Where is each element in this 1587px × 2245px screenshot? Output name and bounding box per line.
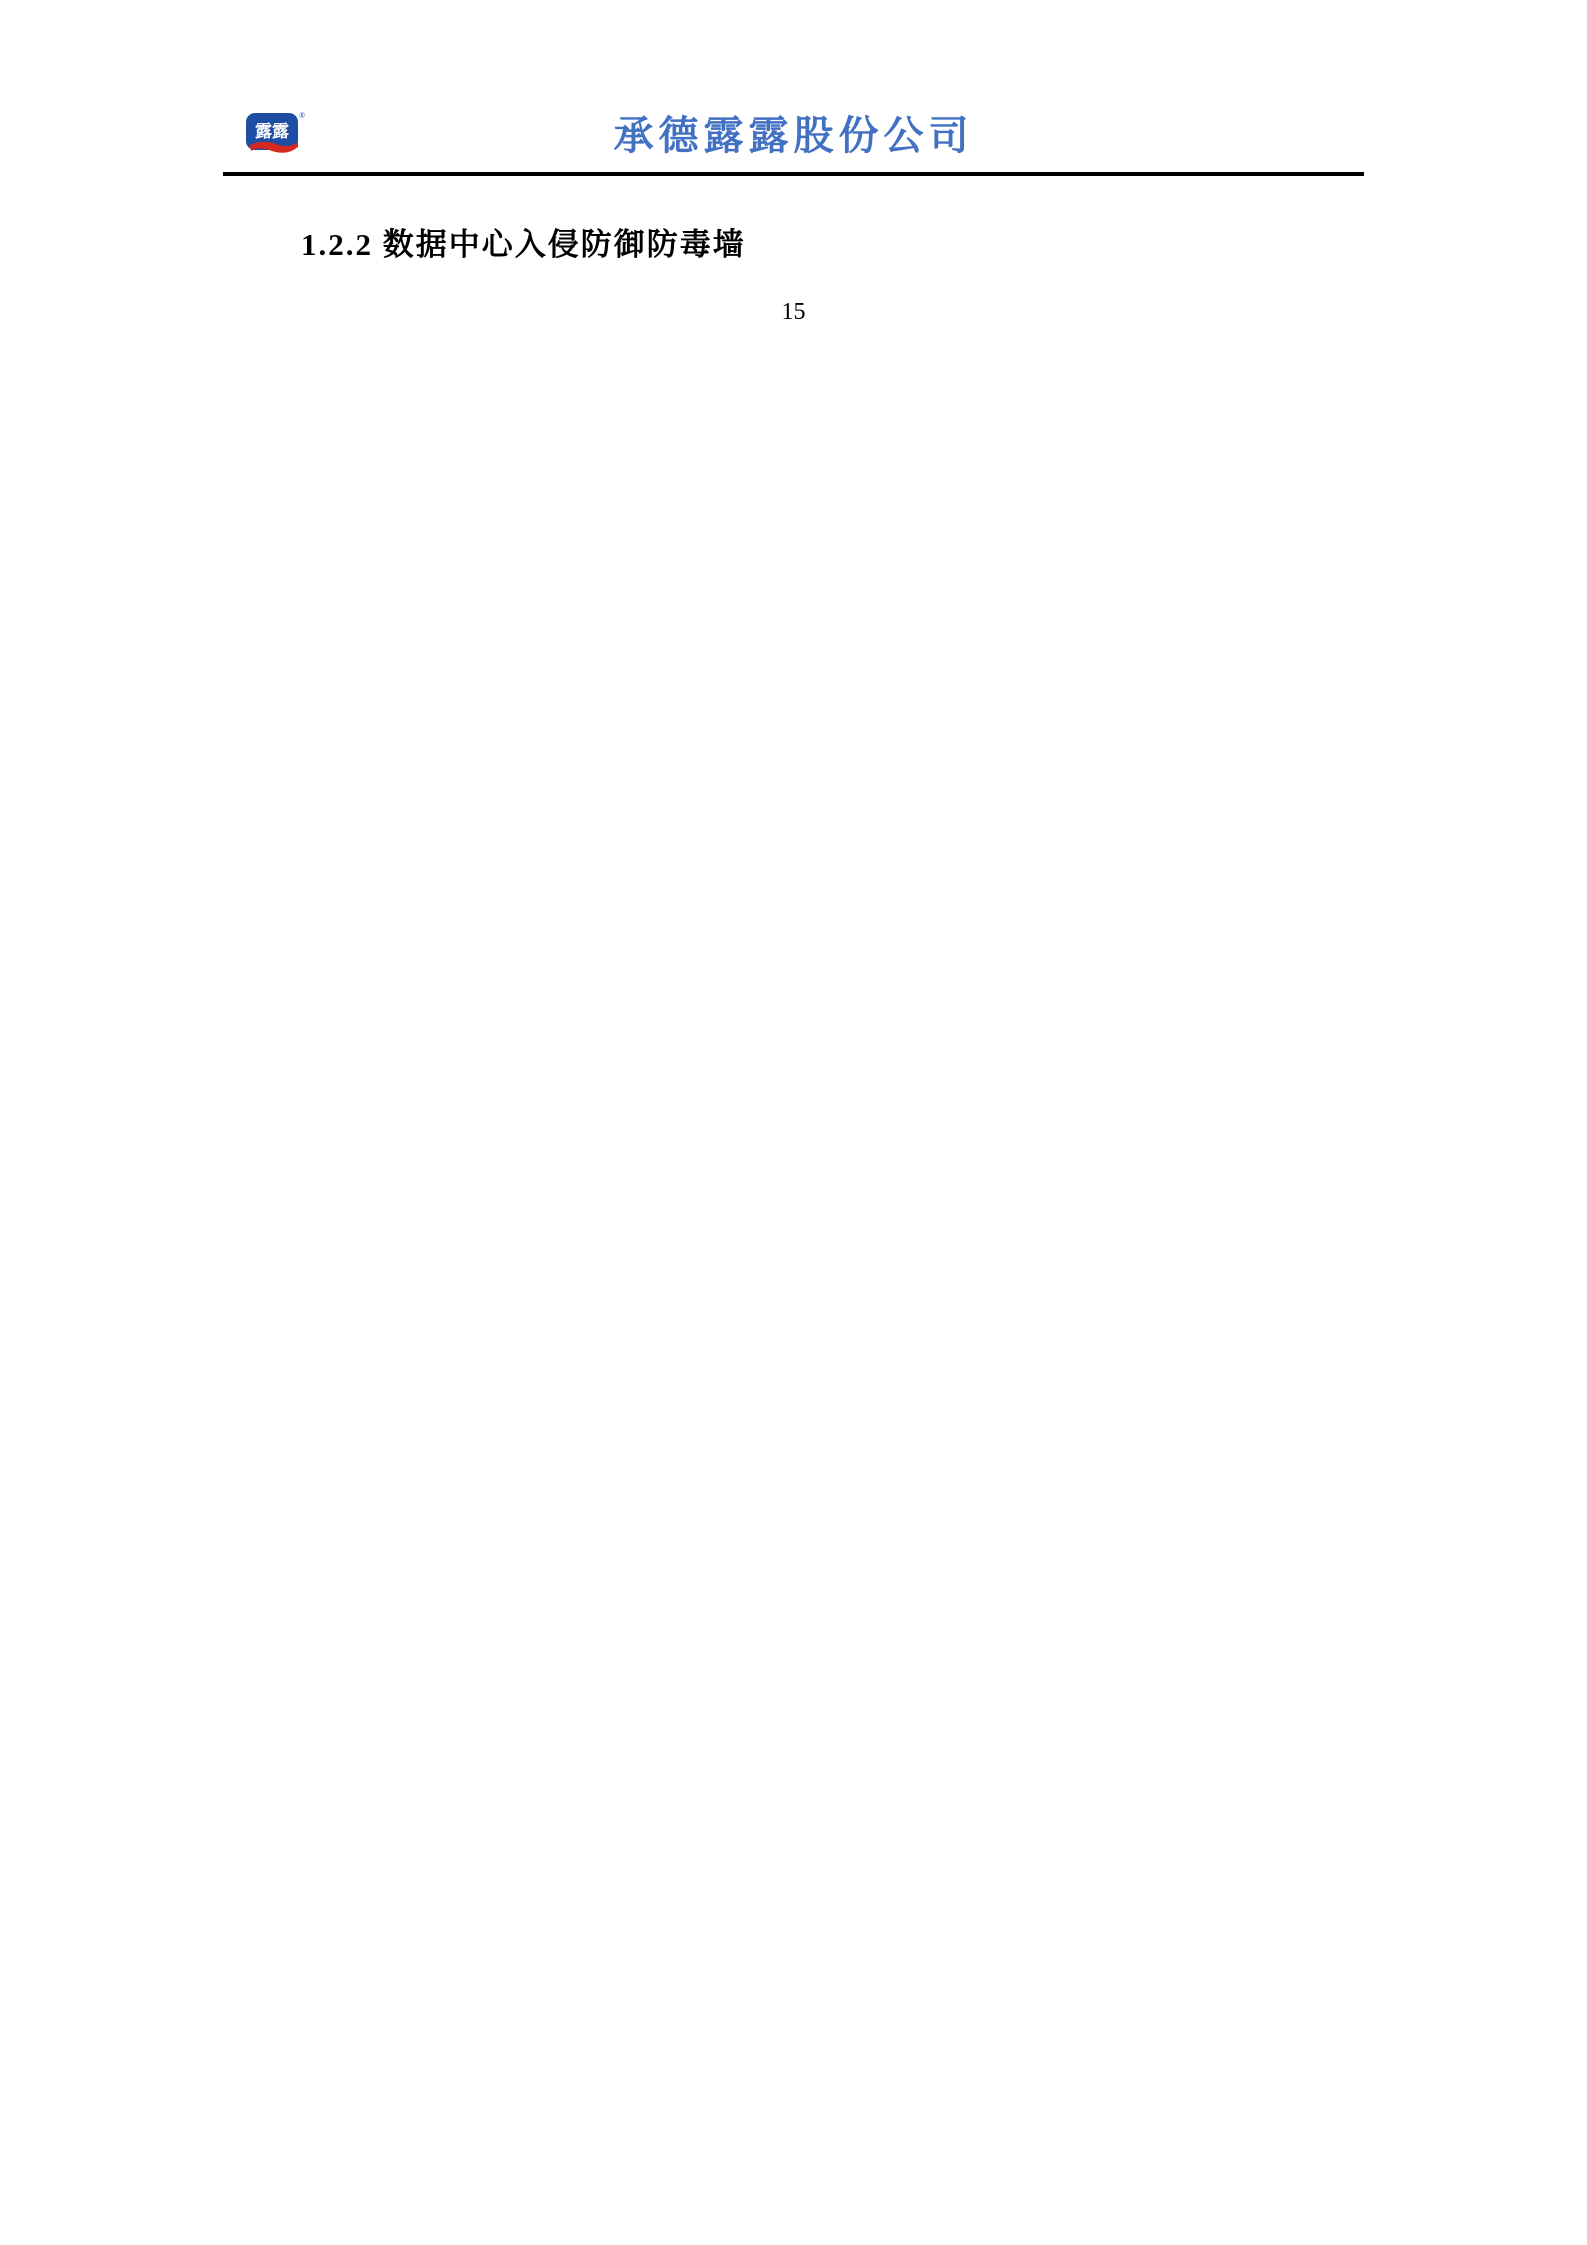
page-content xyxy=(223,213,1364,326)
page-header xyxy=(0,0,1587,172)
section-heading: 1.2.2 数据中心入侵防御防毒墙 xyxy=(301,227,746,262)
svg-text:®: ® xyxy=(299,111,305,120)
logo-text: 露露 xyxy=(255,122,289,141)
company-title: 承德露露股份公司 xyxy=(613,114,974,158)
page-number: 15 xyxy=(781,299,806,325)
header-rule xyxy=(223,172,1364,176)
